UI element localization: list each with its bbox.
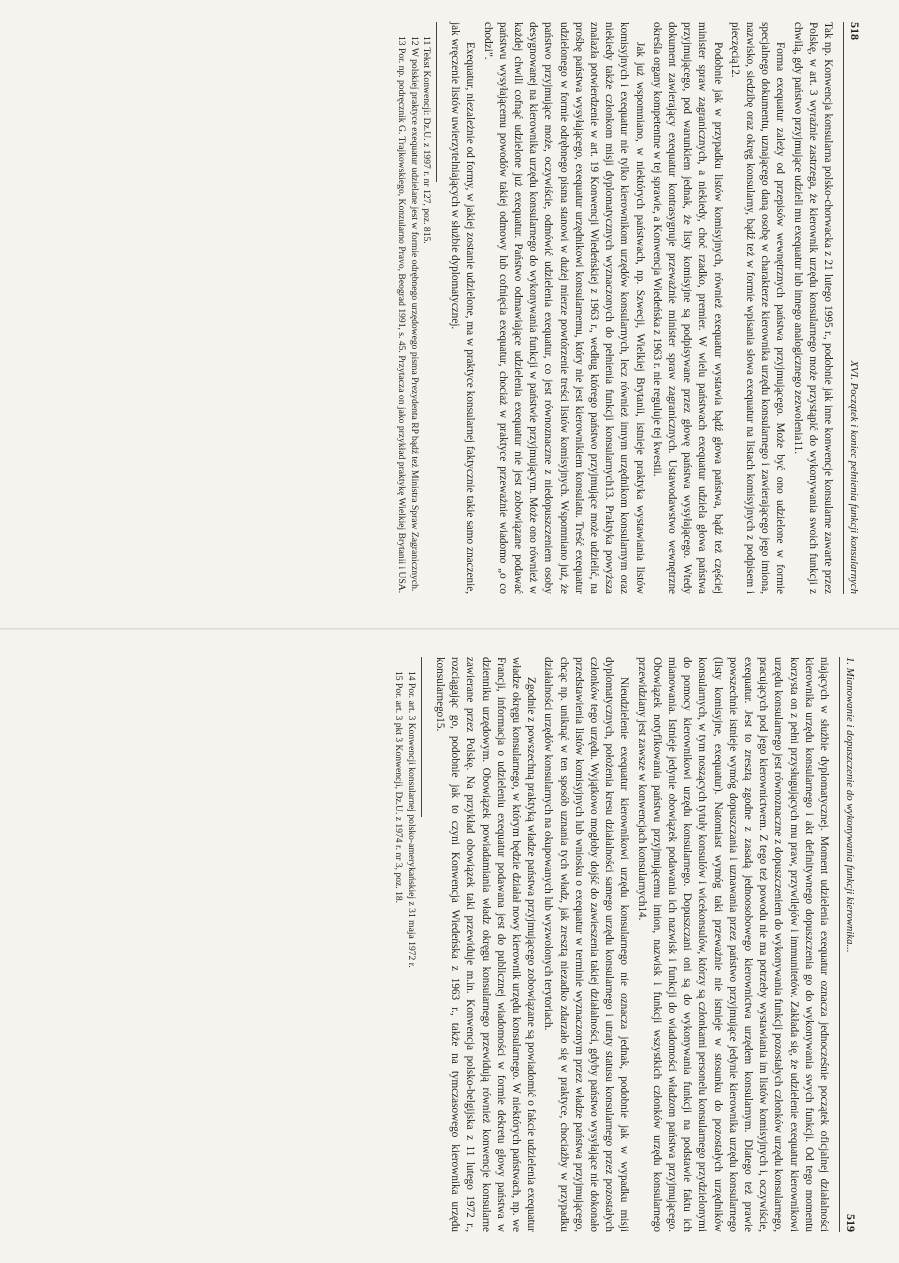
page-number: 518 xyxy=(848,22,862,40)
page-header xyxy=(839,657,858,1232)
paragraph: Zgodnie z powszechną praktyką władze państwa przyjmującego zobowiązane są powiadomić o fakcie udzielenia exequatur władze okręgu konsularnego, w którym będzie działał nowy kierownik urzędu konsularnego. W niektórych państwach, np. we Francji, informacja o udzieleniu exequatur podawana jest do publicznej wiadomości w formie dekretu głowy państwa w dzienniku urzędowym. Obowiązek powiadamiania władz okręgu konsularnego przewidują również konwencje konsularne zawierane przez Polskę. Na przykład obowiązek taki przewiduje m.in. Konwencja polsko-belgijska z 11 lutego 1972 r., rozciągając go, podobnie jak to czyni Konwencja Wiedeńska z 1963 r., także na tymczasowego kierownika urzędu konsularnego15. xyxy=(433,657,538,1232)
page-body xyxy=(432,657,831,1232)
page-519 xyxy=(53,657,858,1232)
page-number: 519 xyxy=(844,1214,858,1232)
page-header xyxy=(843,22,862,594)
book-fold xyxy=(0,628,899,630)
footnote: 11 Tekst Konwencji: Dz.U. z 1997 r. nr 127, poz. 815. xyxy=(420,36,432,244)
footnote-rule xyxy=(432,22,437,182)
paragraph: Forma exequatur zależy od przepisów wewnętrznych państwa przyjmującego. Może być ono udzielone w formie specjalnego dokumentu, uznającego daną osobę w charakterze kierownika urzędu konsularnego i zawierającego jego imiona, nazwisko, siedzibę oraz okręg konsularny, bądź też w formie wpisania słowa exequatur na listach komisyjnych z podpisem i pieczęcią12. xyxy=(728,22,787,594)
footnotes xyxy=(392,657,422,1232)
footnote: 13 Por. np. podręcznik G. Trajkowskiego, Konzularno Pravo, Beograd 1991, s. 45. Przytacza on jako przykład praktykę Wielkiej Brytanii i USA. xyxy=(396,36,408,594)
paragraph: Exequatur, niezależnie od formy, w jakiej zostanie udzielone, ma w praktyce konsularnej faktycznie takie samo znaczenie, jak wręczenie listów uwierzytelniających w służbie dyplomatycznej. xyxy=(449,22,477,594)
paragraph: Nieudzielenie exequatur kierownikowi urzędu konsularnego nie oznacza jednak, podobnie jak w wypadku misji dyplomatycznych, położenia kresu działalności samego urzędu konsularnego i utraty statusu konsularnego przez pozostałych członków tego urzędu. Wyjątkowo mogłoby dojść do zawieszenia takiej działalności, gdyby państwo wysyłające nie dokonało przedstawienia listów komisyjnych lub wniosku o exequatur w terminie wyznaczonym przez władze państwa przyjmującego, chcąc np. uniknąć w ten sposób uznania tych władz, jak zresztą niezadko zdarzało się w praktyce, chociażby w przypadku działalności urzędów konsularnych na okupowanych lub wyzwolonych terytoriach. xyxy=(542,657,631,1232)
paragraph: Tak np. Konwencja konsularna polsko-chorwacka z 21 lutego 1995 r., podobnie jak inne konwencje konsularne zawarte przez Polskę, w art. 3 wyraźnie zastrzega, że kierownik urzędu konsularnego może przystąpić do wykonywania swoich funkcji z chwilą, gdy państwo przyjmujące udzieli mu exequatur lub innego analogicznego zezwolenia11. xyxy=(791,22,834,594)
page-518 xyxy=(50,22,862,594)
footnote: 15 Por. art. 3 pkt 3 Konwencji, Dz.U. z 1974 r. nr 3, poz. 18. xyxy=(393,671,405,904)
paragraph: Jak już wspomniano, w niektórych państwach, np. Szwecji, Wielkiej Brytanii, istnieje praktyka wystawiania listów komisyjnych i exequatur nie tylko kierownikom urzędów konsularnych, lecz również innym urzędnikom konsularnym oraz niekiedy także członkom misji dyplomatycznych wyznaczonych do pełnienia funkcji konsularnych13. Praktyka powyższa znalazła potwierdzenie w art. 19 Konwencji Wiedeńskiej z 1963 r., według którego państwo przyjmujące może udzielić, na prośbę państwa wysyłającego, exequatur urzędnikowi konsularnemu, który nie jest kierownikiem konsulatu. Treść exequatur udzielonego w formie odrębnego pisma stanowi w dużej mierze powtórzenie treści listów komisyjnych. Wspomniano już, że państwo przyjmujące może, oczywiście, odmówić udzielenia exequatur, co jest równoznaczne z niedopuszczeniem osoby desygnowanej na kierownika urzędu konsularnego do wykonywania funkcji w państwie przyjmującym. Może ono również w każdej chwili cofnąć udzielone już exequatur. Państwo odmawiające udzielenia exequatur nie jest zobowiązane podawać państwu wysyłającemu powodów takiej odmowy lub cofnięcia exequatur, chociaż w praktyce przeważnie wiadomo „o co chodzi”. xyxy=(481,22,646,594)
paragraph: Podobnie jak w przypadku listów komisyjnych, również exequatur wystawia bądź głowa państwa, bądź też częściej minister spraw zagranicznych, a niekiedy, choć rzadko, premier. W wielu państwach exequatur udziela głowa państwa przyjmującego, pod warunkiem jednak, że listy komisyjne są podpisywane przez głowę państwa wysyłającego. Wtedy dokument zawierający exequatur kontrasygnuje przeważnie minister spraw zagranicznych. Ustawodawstwo wewnętrzne określa organy kompetentne w tej sprawie, a Konwencja Wiedeńska z 1963 r. nie reguluje tej kwestii. xyxy=(650,22,724,594)
footnote: 12 W polskiej praktyce exequatur udzielane jest w formie odrębnego urzędowego pisma Prezydenta RP bądź też Ministra Spraw Zagranicznych. xyxy=(408,36,420,592)
running-head: XVI. Początek i koniec pełnienia funkcji konsularnych xyxy=(848,360,860,594)
running-head: 1. Mianowanie i dopuszczenie do wykonywania funkcji kierownika... xyxy=(844,657,856,953)
footnote: 14 Por. art. 3 Konwencji konsularnej polsko-amerykańskiej z 31 maja 1972 r. xyxy=(405,671,417,968)
paragraph: niających w służbie dyplomatycznej. Moment udzielenia exequatur oznacza jednocześnie początek oficjalnej działalności kierownika urzędu konsularnego i akt definitywnego dopuszczenia go do wykonywania swych funkcji. Od tego momentu korzysta on z pełni przysługujących mu praw, przywilejów i immunitetów. Zakłada się, że udzielenie exequatur kierownikowi urzędu konsularnego jest równoznaczne z dopuszczeniem do wykonywania funkcji pozostałych członków urzędu konsularnego, pracujących pod jego kierownictwem. Z tego też powodu nie ma potrzeby wystawiania im listów komisyjnych i, oczywiście, exequatur. Jest to zresztą zgodne z zasadą jednoosobowego kierownictwa urzędem konsularnym. Dlatego też prawie powszechnie istnieje wymóg dopuszczania i uznawania przez państwo przyjmujące jedynie kierownika urzędu konsularnego (listy komisyjne, exequatur). Natomiast wymóg taki przeważnie nie istnieje w stosunku do pozostałych urzędników konsularnych, w tym noszących tytuły konsulów i wicekonsulów, którzy są członkami personelu konsularnego przydzielonymi do pomocy kierownikowi urzędu konsularnego. Dopuszczani oni są do wykonywania funkcji na podstawie faktu ich mianowania. Istnieje jedynie obowiązek podawania ich nazwisk i funkcji do wiadomości władzom państwa przyjmującego. Obowiązek notyfikowania państwu przyjmującemu imion, nazwisk i funkcji wszystkich członków urzędu konsularnego przewidziany jest zawsze w konwencjach konsularnych14. xyxy=(635,657,830,1232)
footnotes xyxy=(395,22,437,594)
page-body xyxy=(447,22,835,594)
footnote-rule xyxy=(417,657,422,817)
